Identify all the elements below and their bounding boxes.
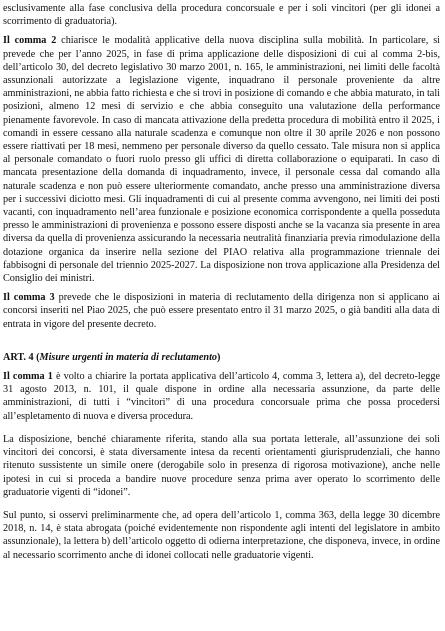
document-page <box>3 2 440 562</box>
comma-1-label: Il comma 1 <box>3 371 53 383</box>
comma-2-label: Il comma 2 <box>3 35 57 47</box>
paragraph-sul-punto: Sul punto, si osservi preliminarmente che, ad opera dell’articolo 1, comma 363, della legge 30 dicembre 2018, n. 14, è stata abrogata (poiché evidentemente non rispondente agli intenti del legislatore in ambito assunzionale), la lettera b) dell’articolo oggetto di odierna interpretazione, che disponeva, invece, in ordine al necessario scorrimento anche di idonei collocati nelle graduatorie vigenti. <box>3 509 440 561</box>
comma-1-text: è volto a chiarire la portata applicativa dell’articolo 4, comma 3, lettera a), del decreto-legge 31 agosto 2013, n. 101, il quale dispone in ordine alla necessaria assunzione, da parte delle amministrazioni, di tutti i “vincitori” di una procedura concorsuale prima che possa procedersi all’espletamento di nuova e diversa procedura. <box>3 371 440 422</box>
paragraph-comma-3 <box>3 291 440 331</box>
article-4-heading <box>3 351 440 364</box>
paragraph-comma-1 <box>3 370 440 423</box>
paragraph-continuation: esclusivamente alla fase conclusiva della procedura concorsuale e per i soli vincitori (per gli idonei a scorrimento di graduatoria). <box>3 3 440 28</box>
comma-2-text: chiarisce le modalità applicative della nuova disciplina sulla mobilità. In particolare, si prevede che per l’anno 2025, in fase di prima applicazione delle disposizioni di cui al comma 2-bis, dell’articolo 30, del decreto legislativo 30 marzo 2001, n. 165, le amministrazioni, nei limiti delle facoltà assunzionali autorizzate a legislazione vigente, inquadrano il personale proveniente da altre amministrazioni, ne abbia fatto richiesta e che si trovi in posizione di comando e che abbia maturato, in tali posizioni, almeno 12 mesi di servizio e che abbia conseguito una valutazione della performance pienamente favorevole. In caso di mancata attivazione della predetta procedura di mobilità entro il 2025, i comandi in essere cessano alla naturale scadenza e comunque non oltre il 30 aprile 2026 e non possono essere riattivati per 18 mesi, nemmeno per personale diverso da quello cessato. Tale misura non si applica al personale comandato o fuori ruolo presso gli uffici di diretta collaborazione o equiparati. In caso di mancata presentazione della domanda di inquadramento, invece, il personale cessa dal comando alla naturale scadenza e non può essere ulteriormente comandato, anche presso una amministrazione diversa per i successivi diciotto mesi. Gli inquadramenti di cui al presente comma avvengono, nei limiti dei posti vacanti, con inquadramento nell’area funzionale e posizione economica corrispondente a quella posseduta presso le amministrazioni di provenienza e possono essere disposti anche se la vacanza sia presente in area diversa da quella di provenienza assicurando la necessaria neutralità finanziaria previa rimodulazione della dotazione organica da inserire nella sezione del PIAO relativa alla programmazione triennale dei fabbisogni di personale del triennio 2025-2027. La disposizione non trova applicazione alla Presidenza del Consiglio dei ministri. <box>3 35 440 285</box>
article-4-heading-suffix: ) <box>217 351 221 363</box>
comma-3-label: Il comma 3 <box>3 292 55 304</box>
comma-3-text: prevede che le disposizioni in materia di reclutamento della dirigenza non si applicano ai concorsi inseriti nel Piao 2025, che può essere presentato entro il 31 marzo 2025, o già banditi alla data di entrata in vigore del presente decreto. <box>3 292 440 330</box>
paragraph-disposizione: La disposizione, benché chiaramente riferita, stando alla sua portata letterale, all’assunzione dei soli vincitori dei concorsi, è stata diversamente intesa da recenti orientamenti giurisprudenziali, che hanno ritenuto sussistente un simile onere (derogabile solo in presenza di rigorosa motivazione), anche nelle ipotesi in cui si proceda a bandire nuove procedure senza prima aver operato lo scorrimento delle graduatorie vigenti di “idonei”. <box>3 433 440 498</box>
article-4-heading-title: Misure urgenti in materia di reclutamento <box>39 351 217 363</box>
article-4-heading-prefix: ART. 4 ( <box>3 351 40 363</box>
paragraph-comma-2 <box>3 34 440 285</box>
